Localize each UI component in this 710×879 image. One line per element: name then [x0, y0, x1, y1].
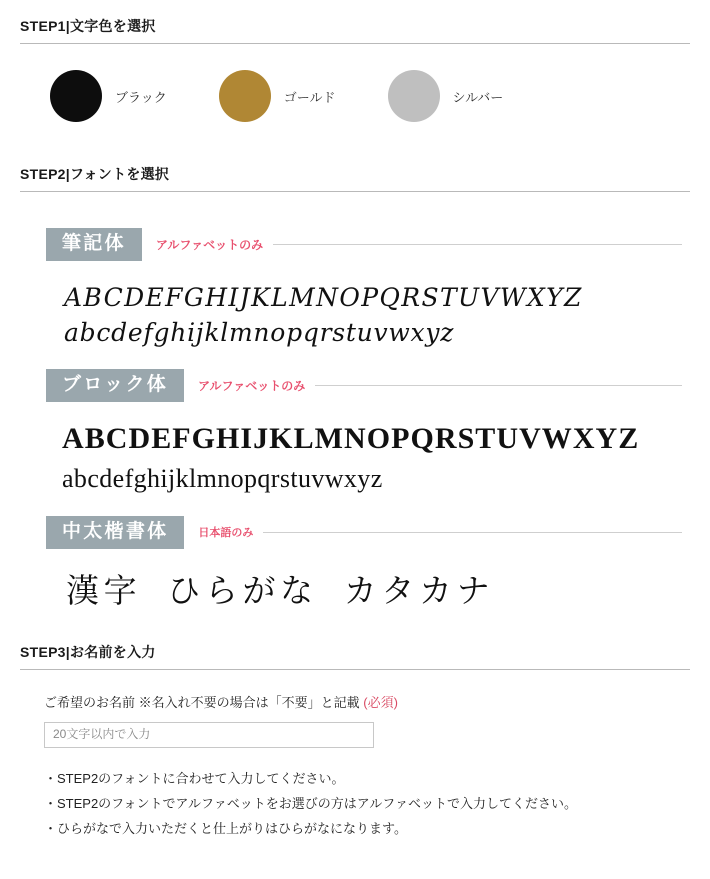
font-tag-script: 筆記体 [46, 228, 142, 261]
font-tag-block: ブロック体 [46, 369, 184, 402]
font-option-block[interactable] [20, 369, 690, 494]
font-note-block: アルファベットのみ [198, 378, 306, 393]
font-header-kaisho [46, 516, 690, 549]
required-marker: (必須) [363, 694, 398, 710]
note-item: ・STEP2のフォントに合わせて入力してください。 [44, 770, 345, 786]
font-sample-kaisho-kanji: 漢字 [66, 570, 142, 610]
font-option-kaisho[interactable] [20, 516, 690, 612]
name-entry-form [20, 692, 690, 748]
color-label-black: ブラック [115, 89, 167, 105]
font-header-script [46, 228, 690, 261]
color-option-silver[interactable] [388, 70, 504, 122]
color-dot-black[interactable] [50, 70, 102, 122]
order-options-page [0, 16, 710, 879]
step3-heading: STEP3|お名前を入力 [20, 642, 690, 670]
color-dot-silver[interactable] [388, 70, 440, 122]
font-sample-block-lowercase: abcdefghijklmnopqrstuvwxyz [62, 463, 383, 493]
note-item: ・ひらがなで入力いただくと仕上がりはひらがなになります。 [44, 821, 407, 837]
color-label-gold: ゴールド [283, 89, 336, 105]
color-option-gold[interactable] [219, 70, 336, 122]
step2-heading: STEP2|フォントを選択 [20, 164, 690, 192]
font-header-block [46, 369, 690, 402]
step1-heading: STEP1|文字色を選択 [20, 16, 690, 44]
font-sample-kaisho [66, 565, 690, 612]
font-sample-block-uppercase: ABCDEFGHIJKLMNOPQRSTUVWXYZ [62, 421, 640, 455]
font-note-script: アルファベットのみ [155, 237, 264, 252]
name-input[interactable] [44, 722, 374, 748]
font-sample-script-uppercase: ABCDEFGHIJKLMNOPQRSTUVWXYZ [64, 282, 583, 312]
color-dot-gold[interactable] [219, 70, 271, 122]
font-option-script[interactable] [20, 228, 690, 347]
font-sample-script-lowercase: abcdefghijklmnopqrstuvwxyz [64, 317, 455, 347]
name-field-label-text: ご希望のお名前 ※名入れ不要の場合は「不要」と記載 [44, 694, 360, 710]
font-divider-script [273, 244, 682, 245]
font-sample-kaisho-hiragana: ひらがな [167, 570, 318, 610]
color-option-black[interactable] [50, 70, 167, 122]
font-sample-kaisho-katakana: カタカナ [343, 570, 495, 610]
note-item: ・STEP2のフォントでアルファベットをお選びの方はアルファベットで入力してください。 [44, 795, 577, 811]
notes-list [20, 766, 690, 842]
color-label-silver: シルバー [452, 89, 504, 105]
color-swatch-row [20, 70, 690, 122]
name-field-label [44, 692, 690, 711]
font-divider-kaisho [263, 532, 682, 533]
font-tag-kaisho: 中太楷書体 [46, 516, 184, 549]
font-note-kaisho: 日本語のみ [198, 527, 254, 540]
font-divider-block [315, 385, 682, 386]
